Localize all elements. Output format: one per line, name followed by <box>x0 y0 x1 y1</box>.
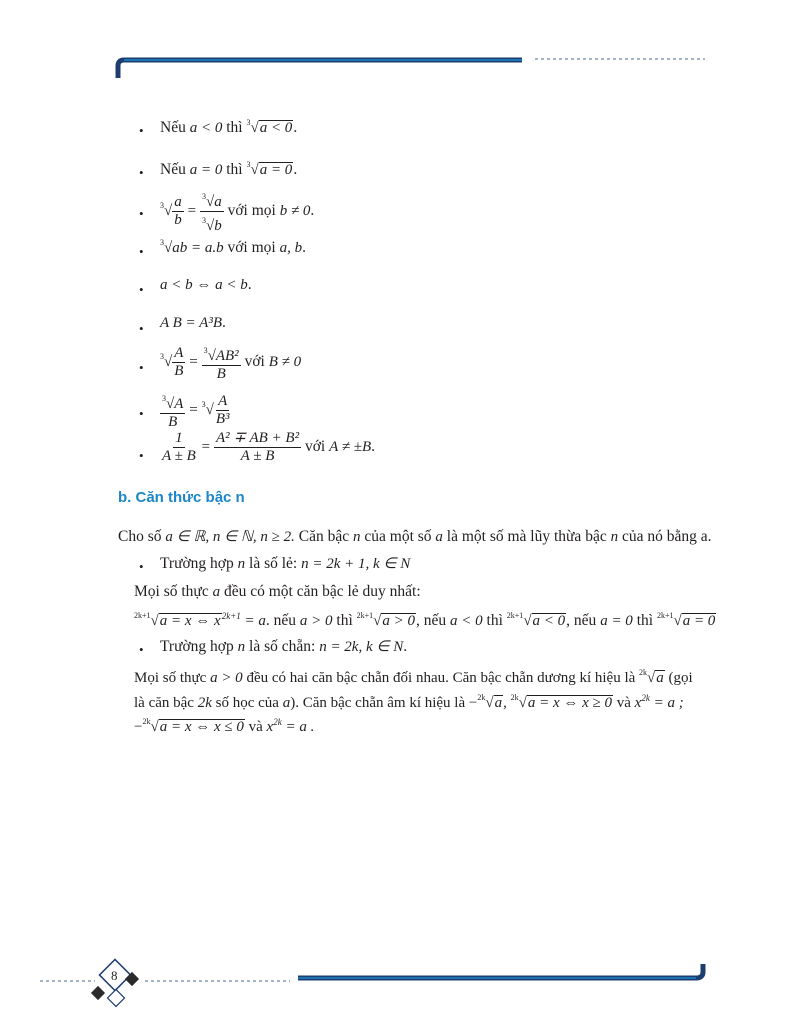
section-heading: b. Căn thức bậc n <box>118 489 245 506</box>
property-7: $^3$√ $\frac{A}{B}$ = $\frac{^3√AB^2}{B}$ với B ≠ 0 <box>160 342 301 383</box>
case-odd: Trường hợp n là số lẻ: n = 2k + 1, k ∈ N <box>160 555 411 572</box>
property-2: Nếu a = 0 thì $^3$√a = 0. <box>160 160 298 178</box>
page-number: 8 <box>111 968 118 983</box>
even-description-1: Mọi số thực a > 0 đều có hai căn bậc chẵn đối nhau. Căn bậc chẵn dương kí hiệu là $^{2k}$√a (gọi <box>134 668 693 686</box>
bullet-icon: • <box>139 448 144 463</box>
bullet-icon: • <box>139 206 144 221</box>
bullet-icon: • <box>139 244 144 259</box>
bullet-icon: • <box>139 165 144 180</box>
even-description-2: là căn bậc 2k số học của a). Căn bậc chẵn âm kí hiệu là −$^{2k}$√a, $^{2k}$√a = x ⇔ x ≥ 0 và $x^{2k} = a$ ; <box>134 693 684 711</box>
bullet-icon: • <box>139 642 144 657</box>
property-6: A B = A³B. <box>160 314 226 331</box>
property-1: Nếu a < 0 thì $^3$√a < 0. <box>160 118 298 136</box>
property-3: $^3$√ $\frac{a}{b}$ = $\frac{^3√a}{^3√b}$ với mọi b ≠ 0. <box>160 188 314 235</box>
bullet-icon: • <box>139 282 144 297</box>
case-even: Trường hợp n là số chẵn: n = 2k, k ∈ N. <box>160 638 408 655</box>
footer-decoration <box>0 950 800 1035</box>
property-5: a < b ⇔ a < b. <box>160 276 252 293</box>
property-4: $^3$√ab = a.b với mọi a, b. <box>160 238 306 256</box>
even-description-3: −$^{2k}$√a = x ⇔ x ≤ 0 và $x^{2k} = a$ . <box>134 717 315 735</box>
property-9: $\frac{1}{A \pm B}$ = $\frac{\text{A² ∓ AB + B²}}{A \pm B}$ với A ≠ ±B. <box>162 430 376 464</box>
header-decoration <box>0 0 800 90</box>
bullet-icon: • <box>139 406 144 421</box>
bullet-icon: • <box>139 559 144 574</box>
odd-description: Mọi số thực a đều có một căn bậc lẻ duy nhất: <box>134 583 421 600</box>
bullet-icon: • <box>139 360 144 375</box>
bullet-icon: • <box>139 123 144 138</box>
section-intro: Cho số a ∈ ℝ, n ∈ ℕ, n ≥ 2. Căn bậc n của một số a là một số mà lũy thừa bậc n của nó bằng a. <box>118 528 712 545</box>
bullet-icon: • <box>139 321 144 336</box>
odd-formula: $^{2k+1}$√a = x ⇔ $x^{2k+1} = a$. nếu a > 0 thì $^{2k+1}$√a > 0, nếu a < 0 thì $^{2k+1}$√a < 0, nếu a = 0 thì $^{2k+1}$√a = 0 <box>134 611 716 629</box>
property-8: $\frac{^3√A}{B}$ = $^3$√ $\frac{A}{\text{B³}}$ <box>160 390 232 431</box>
